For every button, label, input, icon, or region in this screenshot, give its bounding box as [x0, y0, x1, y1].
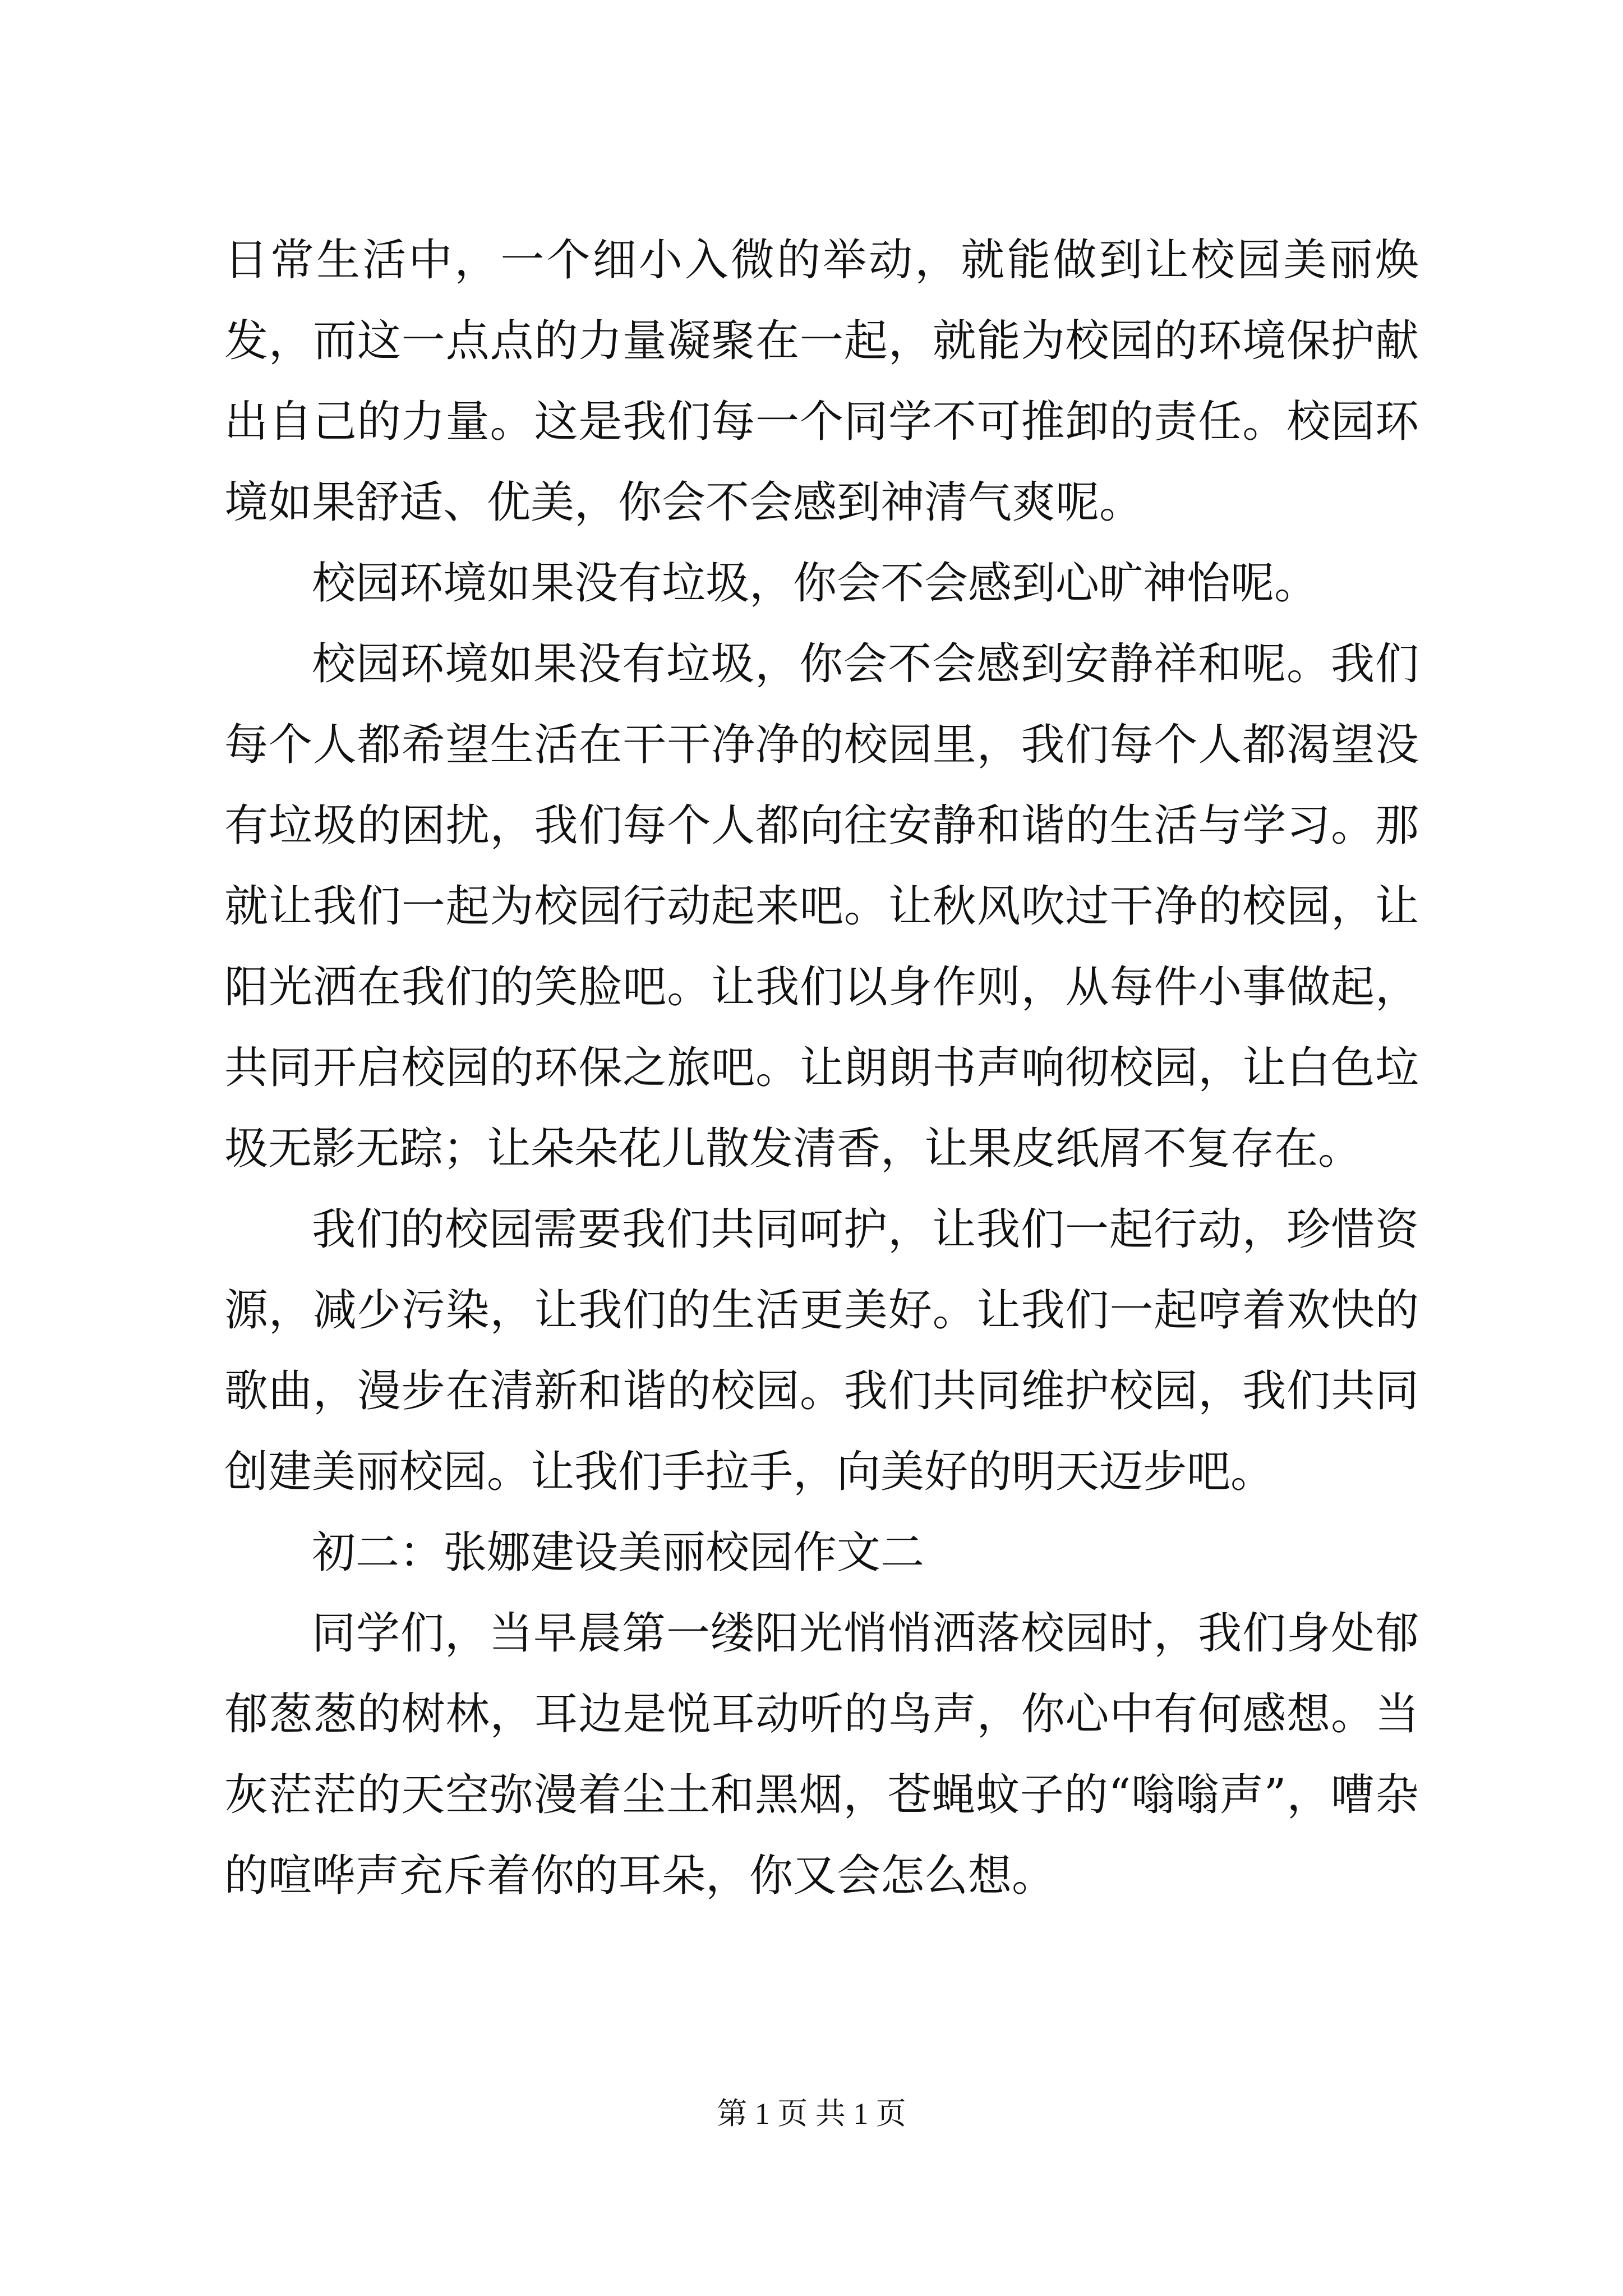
- paragraph: 我们的校园需要我们共同呵护，让我们一起行动，珍惜资源，减少污染，让我们的生活更美好。让我们一起哼着欢快的歌曲，漫步在清新和谐的校园。我们共同维护校园，我们共同创建美丽校园。让我们手拉手，向美好的明天迈步吧。: [224, 1204, 1419, 1497]
- section-heading: 初二：张娜建设美丽校园作文二: [312, 1527, 925, 1578]
- paragraph: 校园环境如果没有垃圾，你会不会感到心旷神怡呢。: [312, 558, 1318, 609]
- paragraph: 日常生活中，一个细小入微的举动，就能做到让校园美丽焕发，而这一点点的力量凝聚在一起，就能为校园的环境保护献出自己的力量。这是我们每一个同学不可推卸的责任。校园环境如果舒适、优美，你会不会感到神清气爽呢。: [224, 235, 1419, 528]
- paragraph: 校园环境如果没有垃圾，你会不会感到安静祥和呢。我们每个人都希望生活在干干净净的校园里，我们每个人都渴望没有垃圾的困扰，我们每个人都向往安静和谐的生活与学习。那就让我们一起为校园行动起来吧。让秋风吹过干净的校园，让阳光洒在我们的笑脸吧。让我们以身作则，从每件小事做起，共同开启校园的环保之旅吧。让朗朗书声响彻校园，让白色垃圾无影无踪；让朵朵花儿散发清香，让果皮纸屑不复存在。: [224, 639, 1419, 1174]
- body-text: [224, 220, 1419, 1916]
- page-footer: 第 1 页 共 1 页: [717, 2097, 906, 2131]
- paragraph: 同学们，当早晨第一缕阳光悄悄洒落校园时，我们身处郁郁葱葱的树林，耳边是悦耳动听的鸟声，你心中有何感想。当灰茫茫的天空弥漫着尘土和黑烟，苍蝇蚊子的“嗡嗡声”，嘈杂的喧哗声充斥着你的耳朵，你又会怎么想。: [224, 1608, 1419, 1901]
